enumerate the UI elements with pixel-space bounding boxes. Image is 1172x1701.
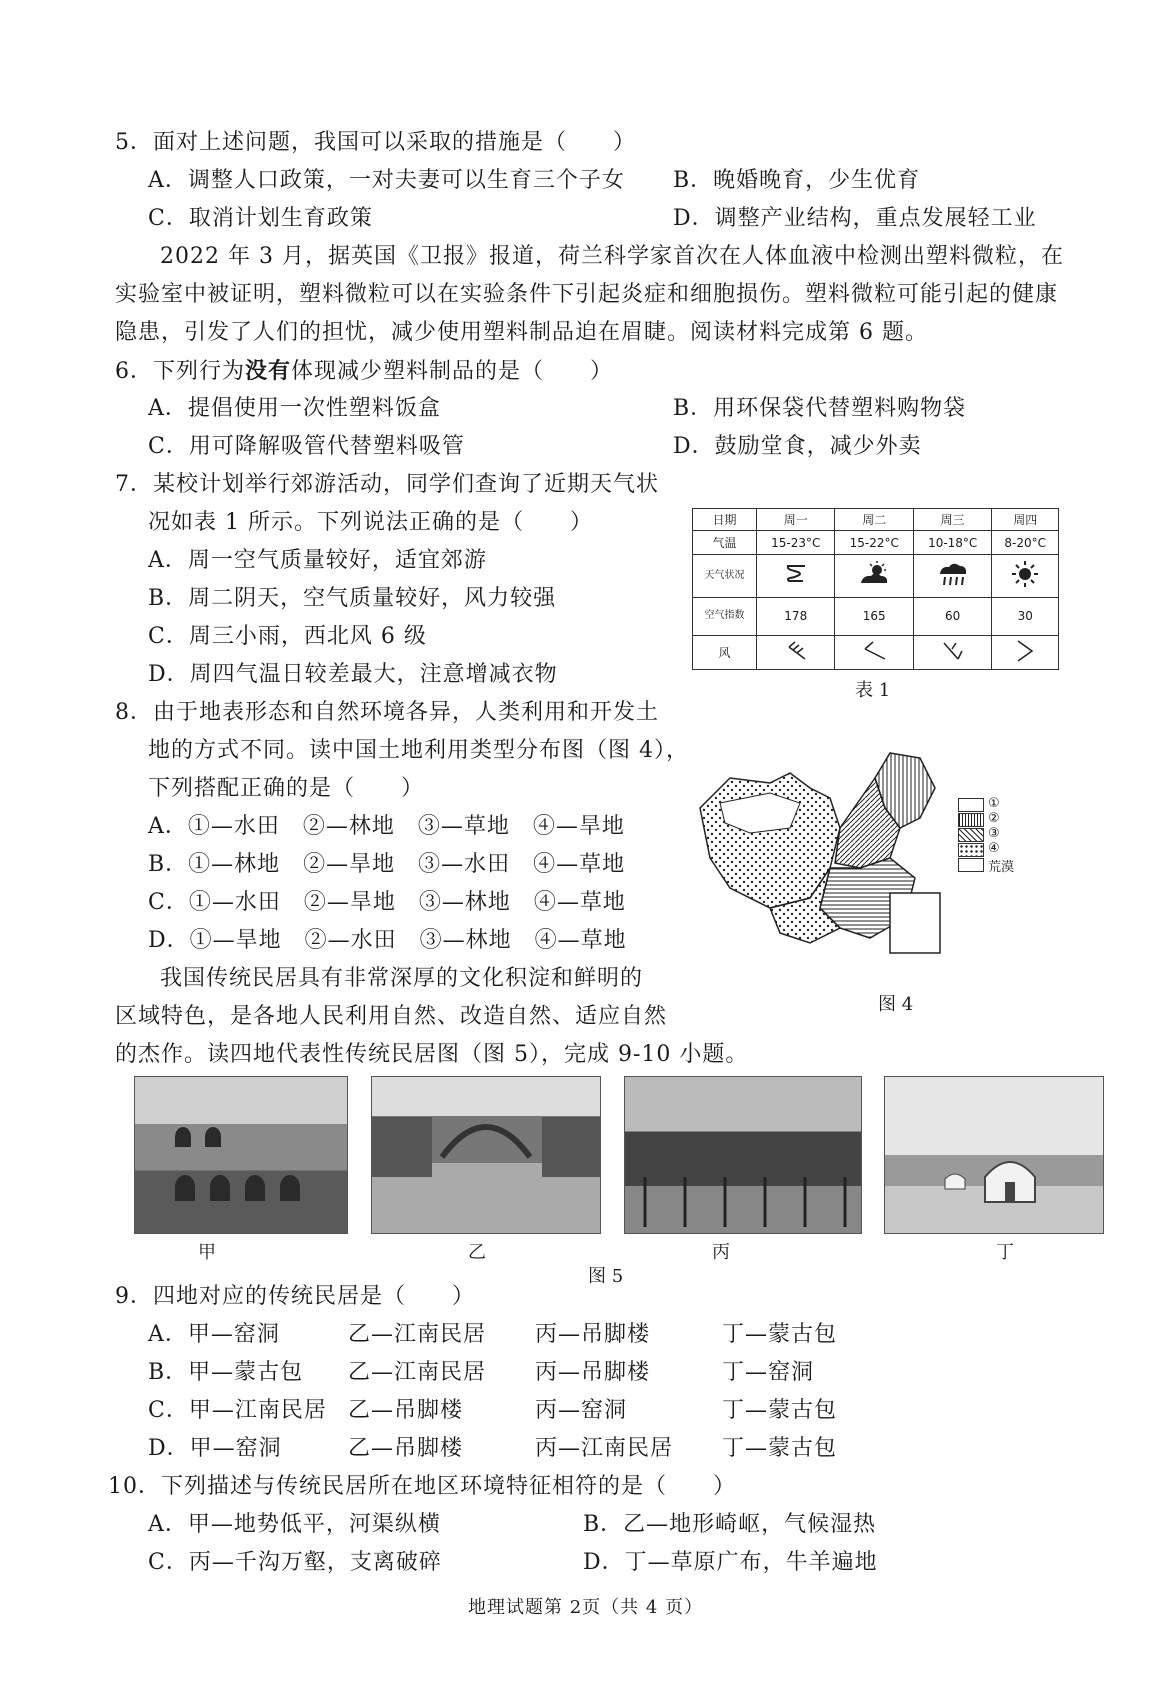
q9-b-4: 丁—窑洞	[722, 1360, 815, 1385]
temp-mon: 15-23°C	[757, 531, 835, 555]
passage2-line1: 我国传统民居具有非常深厚的文化积淀和鲜明的	[160, 966, 644, 991]
temp-label: 气温	[693, 531, 757, 555]
photo-stilt-house	[624, 1076, 862, 1234]
q9-d-1: D．甲—窑洞	[148, 1436, 282, 1461]
q5-option-b: B．晚婚晚育，少生优育	[673, 168, 921, 193]
q9-a-2: 乙—江南民居	[348, 1322, 487, 1347]
passage1-line2: 实验室中被证明，塑料微粒可以在实验条件下引起炎症和细胞损伤。塑料微粒可能引起的健康	[115, 282, 1059, 307]
legend-label-1: ①	[988, 796, 1000, 811]
legend-label-3: ③	[988, 826, 1000, 841]
fig4-caption: 图 4	[878, 994, 914, 1015]
aqi-thu: 30	[992, 597, 1059, 635]
q6-emphasis: 没有	[245, 358, 292, 384]
photo-cave-dwelling	[134, 1076, 348, 1234]
q8-option-a: A．①—水田 ②—林地 ③—草地 ④—旱地	[148, 814, 625, 839]
q9-d-4: 丁—蒙古包	[722, 1436, 838, 1461]
table-header-mon: 周一	[757, 509, 835, 531]
fig5-label-bing: 丙	[712, 1242, 730, 1263]
q5-stem: 5．面对上述问题，我国可以采取的措施是（ ）	[115, 130, 636, 155]
legend-label-desert: 荒漠	[988, 860, 1015, 875]
q8-option-c: C．①—水田 ②—旱地 ③—林地 ④—草地	[148, 890, 626, 915]
q10-stem: 10．下列描述与传统民居所在地区环境特征相符的是（ ）	[108, 1474, 736, 1499]
q9-c-1: C．甲—江南民居	[148, 1398, 327, 1423]
temp-tue: 15-22°C	[835, 531, 913, 555]
q8-option-d: D．①—旱地 ②—水田 ③—林地 ④—草地	[148, 928, 627, 953]
q9-b-3: 丙—吊脚楼	[535, 1360, 651, 1385]
q9-c-2: 乙—吊脚楼	[348, 1398, 464, 1423]
passage1-line3: 隐患，引发了人们的担忧，减少使用塑料制品迫在眉睫。阅读材料完成第 6 题。	[115, 320, 928, 345]
q5-option-c: C．取消计划生育政策	[148, 206, 373, 231]
q7-stem-line2: 况如表 1 所示。下列说法正确的是（ ）	[148, 510, 593, 535]
table-header-date: 日期	[693, 509, 757, 531]
q9-d-2: 乙—吊脚楼	[348, 1436, 464, 1461]
temp-thu: 8-20°C	[992, 531, 1059, 555]
q9-c-4: 丁—蒙古包	[722, 1398, 838, 1423]
legend-swatch-3	[958, 828, 984, 842]
weather-table	[692, 508, 1059, 670]
photo-yurt	[884, 1076, 1104, 1234]
wind-symbol-thu	[992, 635, 1059, 669]
q9-stem: 9．四地对应的传统民居是（ ）	[115, 1284, 475, 1309]
q8-stem-line1: 8．由于地表形态和自然环境各异，人类利用和开发土	[115, 700, 659, 725]
passage2-line3: 的杰作。读四地代表性传统民居图（图 5），完成 9-10 小题。	[115, 1042, 749, 1067]
fig5-label-ding: 丁	[996, 1242, 1014, 1263]
q6-stem: 6．下列行为没有体现减少塑料制品的是（ ）	[115, 358, 614, 384]
q8-option-b: B．①—林地 ②—旱地 ③—水田 ④—草地	[148, 852, 626, 877]
q10-option-a: A．甲—地势低平，河渠纵横	[148, 1512, 441, 1537]
q5-option-a: A．调整人口政策，一对夫妻可以生育三个子女	[148, 168, 625, 193]
legend-swatch-1	[958, 798, 984, 812]
wind-symbol-mon	[757, 635, 835, 669]
q9-a-4: 丁—蒙古包	[722, 1322, 838, 1347]
q5-option-d: D．调整产业结构，重点发展轻工业	[673, 206, 1037, 231]
cloudy-sun-icon	[835, 555, 913, 597]
fig5-label-yi: 乙	[468, 1242, 486, 1263]
legend-swatch-4	[958, 843, 984, 857]
legend-swatch-2	[958, 813, 984, 827]
q7-option-a: A．周一空气质量较好，适宜郊游	[148, 548, 487, 573]
aqi-tue: 165	[835, 597, 913, 635]
q7-option-d: D．周四气温日较差最大，注意增减衣物	[148, 662, 558, 687]
wind-symbol-tue	[835, 635, 913, 669]
q9-a-1: A．甲—窑洞	[148, 1322, 280, 1347]
legend-label-4: ④	[988, 841, 1000, 856]
q8-stem-line2: 地的方式不同。读中国土地利用类型分布图（图 4），	[148, 738, 689, 763]
aqi-mon: 178	[757, 597, 835, 635]
wind-symbol-wed	[913, 635, 991, 669]
table1-caption: 表 1	[855, 680, 891, 701]
sandstorm-icon	[757, 555, 835, 597]
q9-d-3: 丙—江南民居	[535, 1436, 674, 1461]
photo-jiangnan-house	[371, 1076, 601, 1234]
q7-option-c: C．周三小雨，西北风 6 级	[148, 624, 427, 649]
q9-a-3: 丙—吊脚楼	[535, 1322, 651, 1347]
passage2-line2: 区域特色，是各地人民利用自然、改造自然、适应自然	[115, 1004, 668, 1029]
q10-option-d: D．丁—草原广布，牛羊遍地	[583, 1550, 878, 1575]
q6-option-a: A．提倡使用一次性塑料饭盒	[148, 396, 441, 421]
fig5-caption: 图 5	[588, 1266, 624, 1287]
q9-b-1: B．甲—蒙古包	[148, 1360, 304, 1385]
legend-label-2: ②	[988, 811, 1000, 826]
table-header-tue: 周二	[835, 509, 913, 531]
q6-option-d: D．鼓励堂食，减少外卖	[673, 434, 922, 459]
q6-option-b: B．用环保袋代替塑料购物袋	[673, 396, 967, 421]
china-land-use-map	[690, 748, 950, 958]
temp-wed: 10-18°C	[913, 531, 991, 555]
legend-swatch-desert	[958, 858, 984, 872]
q7-option-b: B．周二阴天，空气质量较好，风力较强	[148, 586, 557, 611]
passage1-line1: 2022 年 3 月，据英国《卫报》报道，荷兰科学家首次在人体血液中检测出塑料微粒，在	[160, 244, 1064, 269]
q10-option-c: C．丙—千沟万壑，支离破碎	[148, 1550, 442, 1575]
q9-c-3: 丙—窑洞	[535, 1398, 628, 1423]
aqi-label: 空气指数	[693, 597, 757, 635]
q6-option-c: C．用可降解吸管代替塑料吸管	[148, 434, 465, 459]
rain-icon	[913, 555, 991, 597]
weather-label: 天气状况	[693, 555, 757, 597]
wind-label: 风	[693, 635, 757, 669]
sunny-icon	[992, 555, 1059, 597]
q10-option-b: B．乙—地形崎岖，气候湿热	[583, 1512, 877, 1537]
table-header-wed: 周三	[913, 509, 991, 531]
aqi-wed: 60	[913, 597, 991, 635]
table-header-thu: 周四	[992, 509, 1059, 531]
q9-b-2: 乙—江南民居	[348, 1360, 487, 1385]
fig5-label-jia: 甲	[198, 1242, 216, 1263]
page-footer: 地理试题第 2页（共 4 页）	[468, 1597, 704, 1618]
q8-stem-line3: 下列搭配正确的是（ ）	[148, 776, 425, 801]
q7-stem-line1: 7．某校计划举行郊游活动，同学们查询了近期天气状	[115, 472, 659, 497]
